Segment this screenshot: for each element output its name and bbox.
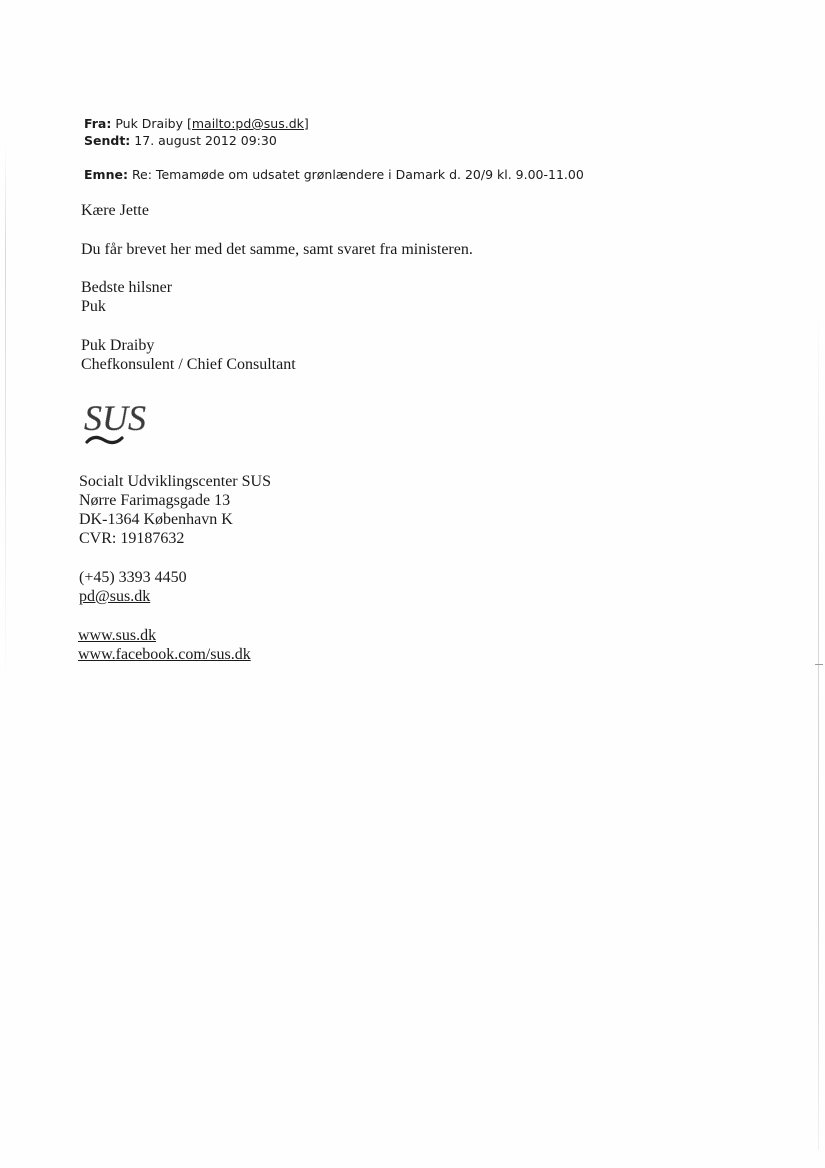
closing-name: Puk [81,298,106,315]
org-street: Nørre Farimagsgade 13 [79,492,231,509]
website-line [78,626,156,646]
greeting: Kære Jette [81,202,149,219]
facebook-line [78,645,251,665]
email-link[interactable]: pd@sus.dk [79,588,151,605]
signature-title: Chefkonsulent / Chief Consultant [81,356,296,373]
subject-label: Emne: [84,167,128,182]
scan-edge-right [818,300,819,1150]
from-label: Fra: [84,116,112,131]
phone: (+45) 3393 4450 [79,569,187,586]
message-text: Du får brevet her med det samme, samt svaret fra ministeren. [81,241,473,258]
org-cvr: CVR: 19187632 [79,530,185,547]
facebook-link[interactable]: www.facebook.com/sus.dk [78,646,251,663]
subject-value: Re: Temamøde om udsatet grønlændere i Damark d. 20/9 kl. 9.00-11.00 [131,167,584,182]
sent-label: Sendt: [84,133,131,148]
logo-tilde [87,437,122,442]
signature-name: Puk Draiby [81,337,155,354]
sent-value: 17. august 2012 09:30 [134,133,277,148]
org-city: DK-1364 København K [79,511,233,528]
from-name: Puk Draiby [115,116,184,131]
email-line [79,587,150,607]
subject-line [84,166,584,184]
sent-line [84,132,277,150]
org-name: Socialt Udviklingscenter SUS [79,473,271,490]
scan-edge-tick [815,664,823,665]
from-line [84,115,309,133]
scan-edge-left [5,140,6,700]
logo-text: SUS [84,398,146,438]
website-link[interactable]: www.sus.dk [78,627,157,644]
sus-logo [82,390,148,452]
closing: Bedste hilsner [81,279,173,296]
from-mailto-link[interactable]: [mailto:pd@sus.dk] [187,116,309,131]
